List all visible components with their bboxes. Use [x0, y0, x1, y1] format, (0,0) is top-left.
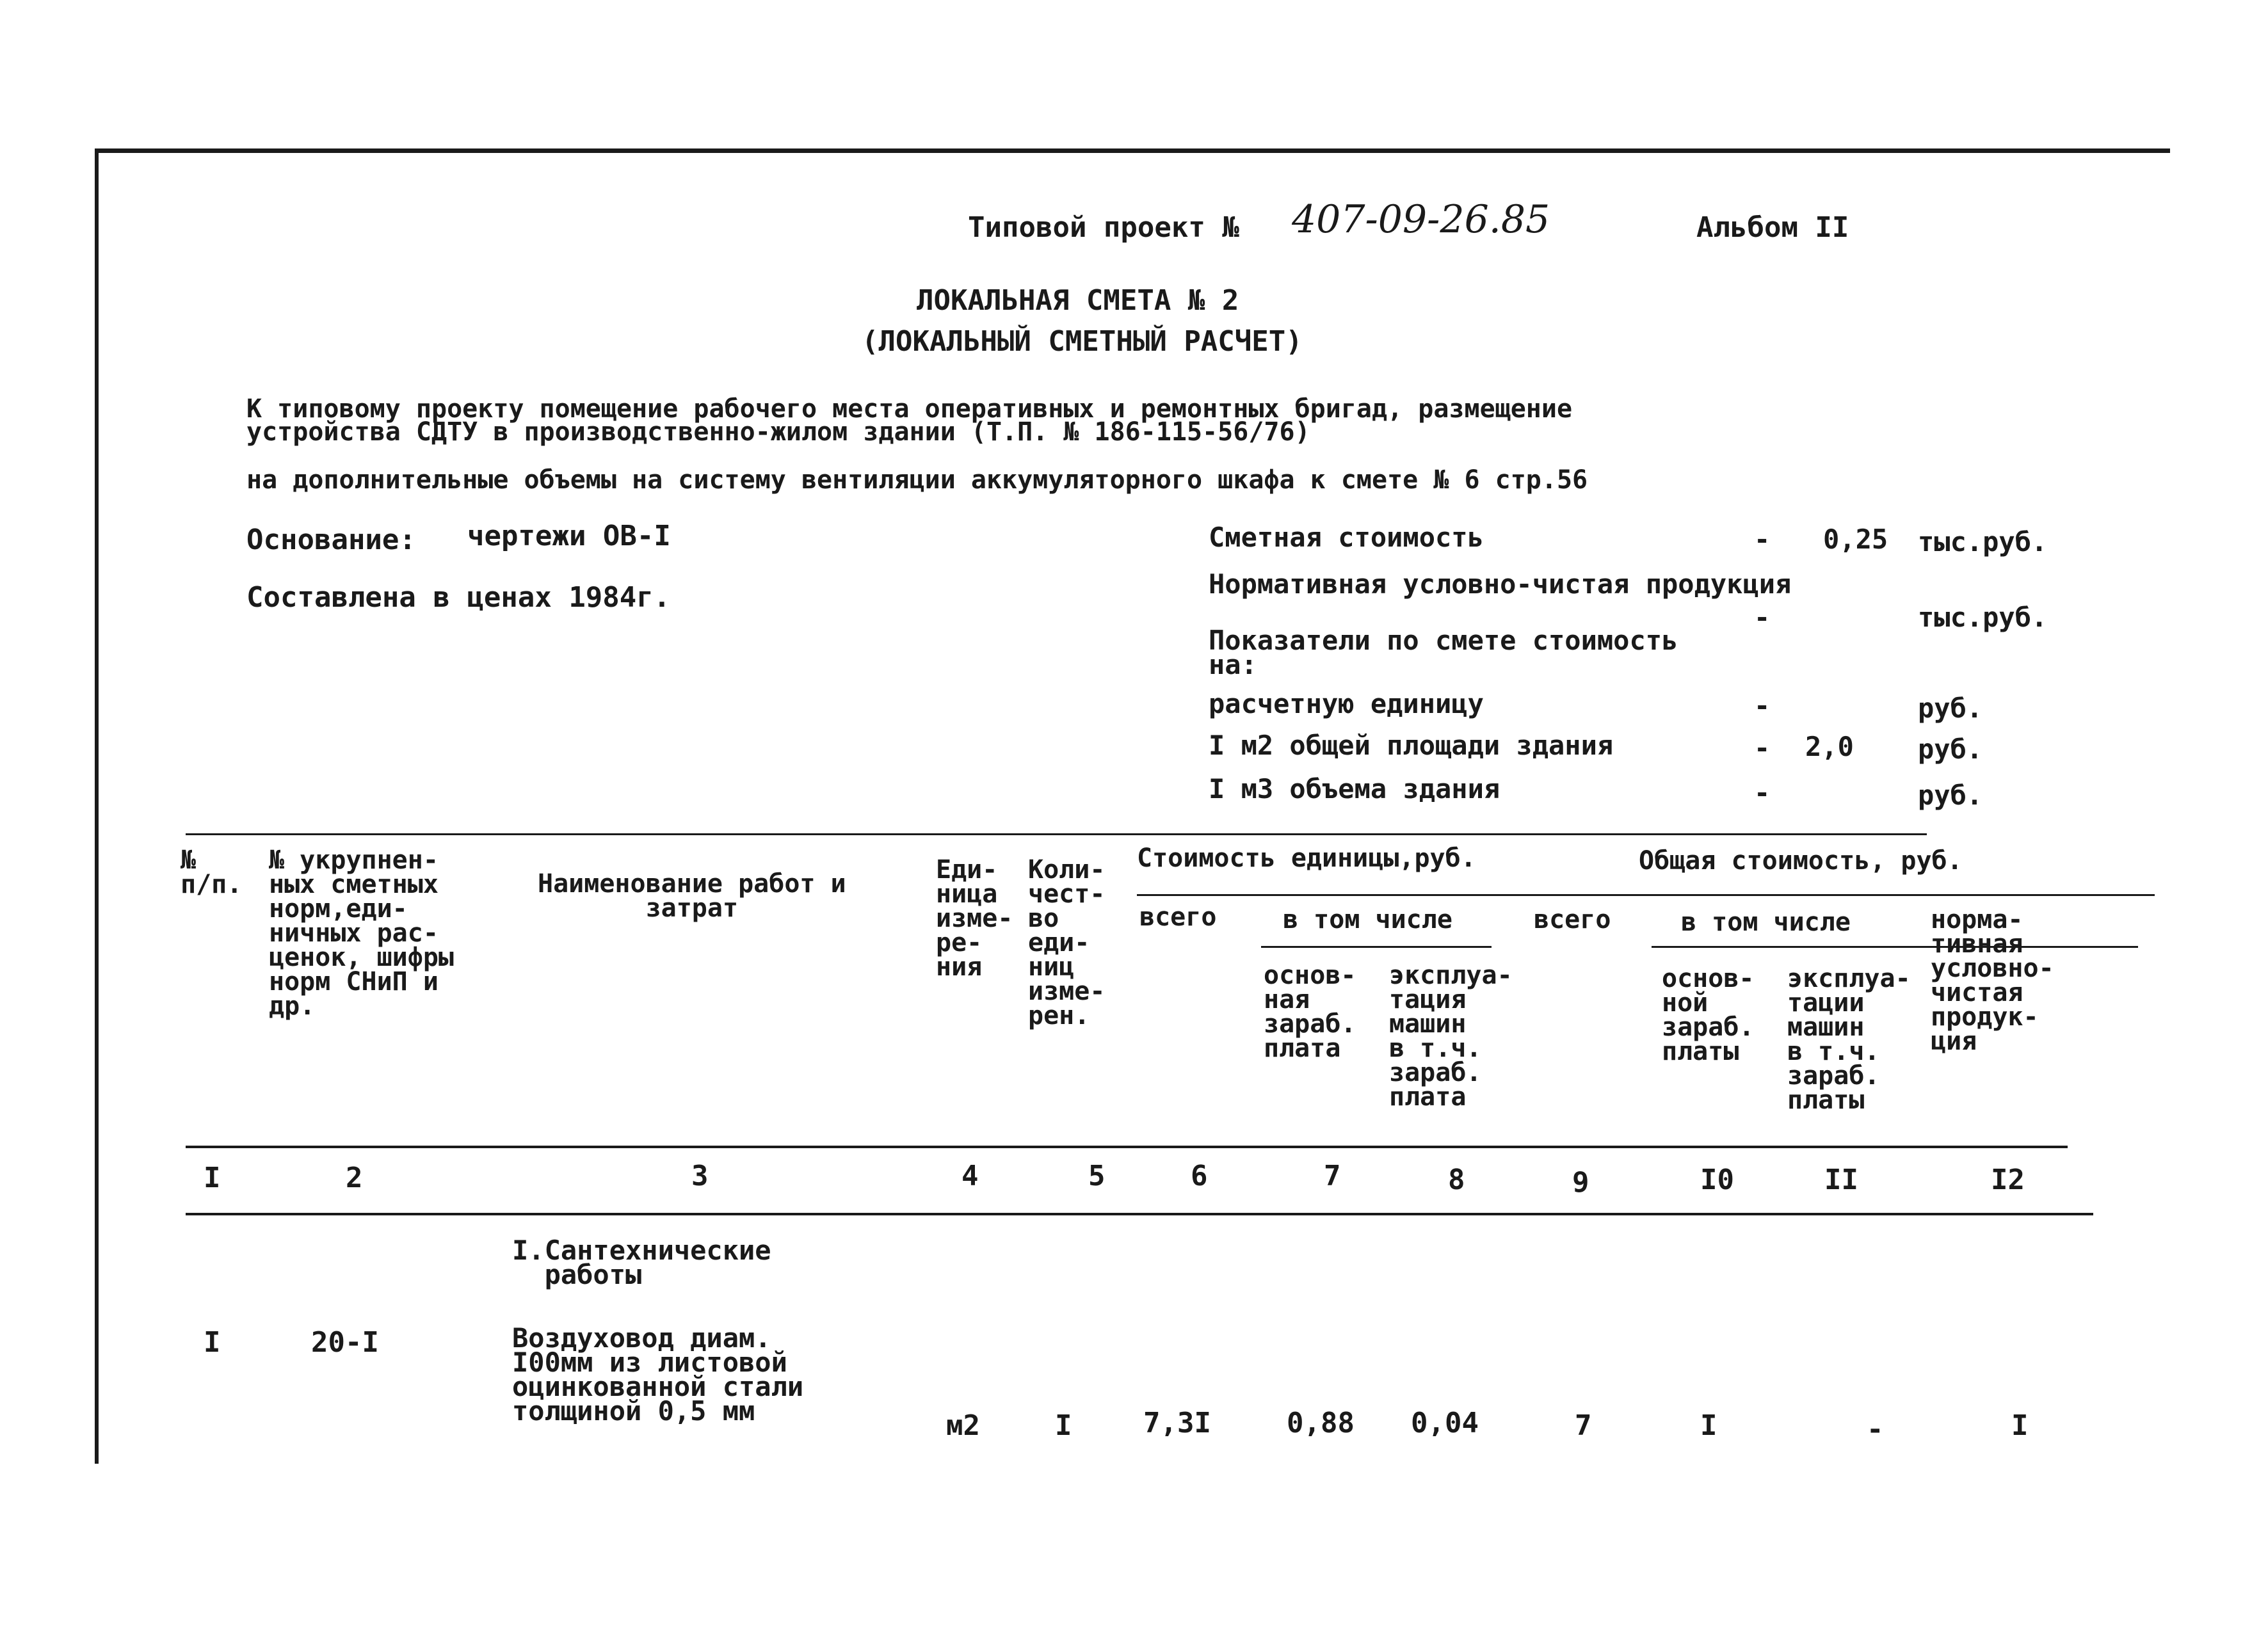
estimate-cost-label: Сметная стоимость — [1209, 522, 1484, 553]
col-number-6: 6 — [1191, 1160, 1208, 1192]
header-total-cost-incl: в том числе — [1681, 908, 1851, 937]
header-unit-cost: Стоимость единицы,руб. — [1137, 844, 1476, 873]
norm-product-dash: - — [1754, 602, 1771, 633]
header-total-machines: эксплуа- тации машин в т.ч. зараб. платы — [1787, 964, 1911, 1115]
row-1-number: I — [204, 1326, 221, 1359]
row-1-unit: м2 — [946, 1409, 980, 1442]
header-total-norm: норма- тивная условно- чистая продук- ция — [1931, 905, 2054, 1056]
per-volume-label: I м3 объема здания — [1209, 773, 1500, 804]
estimate-cost-unit: тыс.руб. — [1918, 526, 2048, 557]
estimate-cost-dash: - — [1754, 524, 1771, 555]
left-border — [95, 148, 99, 1464]
norm-product-unit: тыс.руб. — [1918, 602, 2048, 633]
row-1-total: 7 — [1575, 1409, 1592, 1442]
header-work-name: Наименование работ и затрат — [538, 869, 846, 923]
project-label: Типовой проект № — [968, 211, 1239, 244]
unit-cost-group-rule — [1137, 894, 2155, 896]
row-1-total-norm: I — [2011, 1409, 2029, 1442]
row-1-unit-total: 7,3I — [1143, 1407, 1211, 1439]
header-unit-cost-incl: в том числе — [1283, 905, 1452, 934]
unit-incl-rule — [1261, 946, 1492, 948]
subject-line-1: К типовому проекту помещение рабочего места оперативных и ремонтных бригад, размещение — [246, 394, 1573, 424]
row-1-unit-wage: 0,88 — [1287, 1407, 1355, 1439]
norm-product-label: Нормативная условно-чистая продукция — [1209, 568, 1792, 600]
basis-value: чертежи ОВ-I — [467, 520, 671, 552]
col-numbers-rule — [186, 1213, 2093, 1215]
row-1-total-wage: I — [1700, 1409, 1717, 1442]
subject-line-2: устройства СДТУ в производственно-жилом здании (Т.П. № 186-115-56/76) — [246, 417, 1310, 447]
col-number-9: 9 — [1572, 1166, 1589, 1199]
col-number-1: I — [204, 1162, 221, 1194]
header-total-cost: Общая стоимость, руб. — [1639, 846, 1963, 876]
total-incl-rule — [1652, 946, 2138, 948]
header-total-cost-total: всего — [1534, 905, 1611, 934]
row-1-qty: I — [1055, 1409, 1072, 1442]
col-number-3: 3 — [691, 1160, 709, 1192]
header-unit: Еди- ница изме- ре- ния — [936, 855, 1013, 982]
subject-line-3: на дополнительные объемы на систему вентиляции аккумуляторного шкафа к смете № 6 стр.56 — [246, 465, 1588, 495]
table-top-rule — [186, 833, 1927, 835]
row-1-code: 20-I — [311, 1326, 379, 1359]
col-number-12: I2 — [1991, 1164, 2025, 1196]
col-number-2: 2 — [346, 1162, 363, 1194]
per-volume-unit: руб. — [1918, 780, 1983, 811]
prices-note: Составлена в ценах 1984г. — [246, 581, 671, 614]
col-number-5: 5 — [1088, 1160, 1106, 1192]
per-unit-dash: - — [1754, 690, 1771, 721]
header-bottom-rule — [186, 1146, 2068, 1148]
header-unit-cost-total: всего — [1139, 902, 1217, 932]
basis-label: Основание: — [246, 524, 416, 556]
header-quantity: Коли- чест- во еди- ниц изме- рен. — [1028, 855, 1106, 1030]
estimate-cost-value: 0,25 — [1823, 524, 1888, 555]
col-number-10: I0 — [1700, 1164, 1734, 1196]
row-1-unit-machines: 0,04 — [1411, 1407, 1479, 1439]
top-border — [95, 148, 2170, 153]
col-number-11: II — [1824, 1164, 1858, 1196]
document-title: ЛОКАЛЬНАЯ СМЕТА № 2 — [917, 284, 1239, 317]
per-area-unit: руб. — [1918, 733, 1983, 765]
per-volume-dash: - — [1754, 777, 1771, 808]
header-unit-machines: эксплуа- тация машин в т.ч. зараб. плата — [1389, 961, 1513, 1112]
project-number: 407-09-26.85 — [1292, 197, 1550, 242]
indicators-label: Показатели по смете стоимость на: — [1209, 625, 1678, 680]
album-label: Альбом II — [1696, 211, 1849, 244]
row-1-total-machines: - — [1867, 1413, 1884, 1446]
col-number-7: 7 — [1324, 1160, 1341, 1192]
row-1-name: Воздуховод диам. I00мм из листовой оцинкованной стали толщиной 0,5 мм — [512, 1322, 804, 1427]
col-number-4: 4 — [961, 1160, 979, 1192]
per-unit-label: расчетную единицу — [1209, 688, 1484, 719]
header-norm-code: № укрупнен- ных сметных норм,еди- ничных рас- ценок, шифры норм СНиП и др. — [269, 845, 454, 1021]
section-title: I.Сантехнические работы — [512, 1235, 771, 1290]
document-subtitle: (ЛОКАЛЬНЫЙ СМЕТНЫЙ РАСЧЕТ) — [862, 325, 1303, 358]
per-area-value: 2,0 — [1805, 731, 1854, 762]
per-area-label: I м2 общей площади здания — [1209, 730, 1614, 761]
col-number-8: 8 — [1448, 1164, 1465, 1196]
per-area-dash: - — [1754, 732, 1771, 764]
header-total-wage: основ- ной зараб. платы — [1662, 964, 1755, 1066]
header-unit-wage: основ- ная зараб. плата — [1264, 961, 1356, 1063]
header-row-number: № п/п. — [181, 845, 243, 899]
per-unit-unit: руб. — [1918, 692, 1983, 724]
